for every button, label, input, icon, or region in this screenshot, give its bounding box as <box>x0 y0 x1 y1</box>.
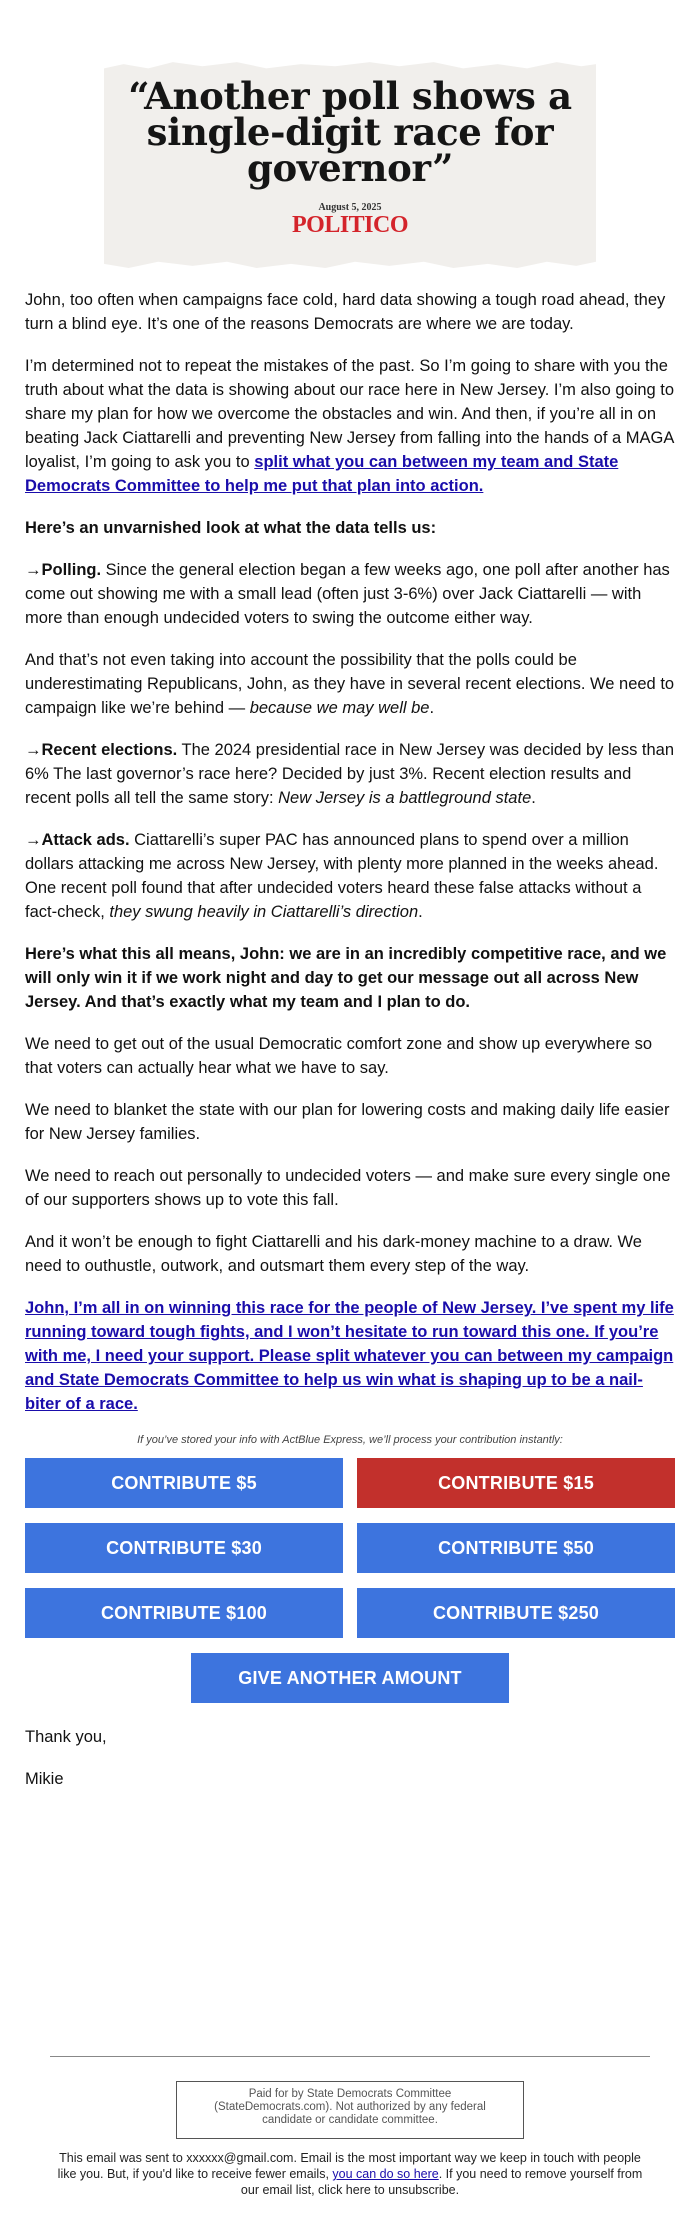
thank-you: Thank you, <box>25 1728 107 1746</box>
contribute-50-button[interactable]: CONTRIBUTE $50 <box>357 1523 675 1573</box>
recipient-email: xxxxxx@gmail.com <box>186 2151 294 2165</box>
footer-prefix: This email was sent to <box>59 2151 187 2165</box>
attack-label: →Attack ads. <box>25 831 130 849</box>
hero-headline: “Another poll shows a single-digit race for governor” <box>128 74 572 190</box>
paid-for-disclaimer: Paid for by State Democrats Committee (StateDemocrats.com). Not authorized by any federal candidate or candidate committee. <box>176 2081 524 2139</box>
contribute-30-button[interactable]: CONTRIBUTE $30 <box>25 1523 343 1573</box>
button-row <box>25 1523 675 1573</box>
data-heading: Here’s an unvarnished look at what the data tells us: <box>25 519 437 537</box>
paragraph-underestimate <box>25 648 675 720</box>
attack-emphasis: they swung heavily in Ciattarelli’s direction <box>109 903 419 921</box>
underestimate-end: . <box>429 699 435 717</box>
hero-image <box>0 0 700 276</box>
signoff <box>25 1725 675 1791</box>
paragraph-attack-ads <box>25 828 675 924</box>
footer-end: . If you need to remove yourself from our email list, click here to unsubscribe. <box>240 2167 643 2197</box>
recent-emphasis: New Jersey is a battleground state <box>278 789 532 807</box>
contribution-buttons <box>25 1458 675 1703</box>
attack-end: . <box>418 903 423 921</box>
contribute-15-button[interactable]: CONTRIBUTE $15 <box>357 1458 675 1508</box>
underestimate-text: And that’s not even taking into account the possibility that the polls could be underestimating Republicans, John, as they have in several recent elections. We need to campaign like we’re behind — <box>25 651 675 717</box>
attack-text: Ciattarelli’s super PAC has announced plans to spend over a million dollars attacking me across New Jersey, with plenty more planned in the weeks ahead. One recent poll found that after undecided voters heard these false attacks without a fact-check, <box>25 831 659 921</box>
contribute-250-button[interactable]: CONTRIBUTE $250 <box>357 1588 675 1638</box>
final-donation-link[interactable]: John, I’m all in on winning this race for the people of New Jersey. I’ve spent my life running toward tough fights, and I won’t hesitate to run toward this one. If you’re with me, I need your support. Please split whatever you can between my campaign and State Democrats Committee to help us win what is shaping up to be a nail-biter of a race. <box>25 1299 674 1413</box>
recent-end: . <box>531 789 536 807</box>
paragraph-intro: John, too often when campaigns face cold, hard data showing a tough road ahead, they turn a blind eye. It’s one of the reasons Democrats are where we are today. <box>25 291 666 333</box>
footer-mid: . Email is the most important way we keep in touch with people like you. But, if you'd like to receive fewer emails, <box>57 2151 641 2181</box>
paragraph-plan <box>25 354 675 498</box>
recent-text: The 2024 presidential race in New Jersey was decided by less than 6% The last governor’s race here? Decided by just 3%. Recent election results and recent polls all tell the same story: <box>25 741 675 807</box>
paragraph-recent-elections <box>25 738 675 810</box>
paragraph-plan-text: I’m determined not to repeat the mistakes of the past. So I’m going to share with you the truth about what the data is showing about our race here in New Jersey. I’m also going to share my plan for how we overcome the obstacles and win. And then, if you’re all in on beating Jack Ciattarelli and preventing New Jersey from falling into the hands of a MAGA loyalist, I’m going to ask you to <box>25 357 675 471</box>
polling-label: →Polling. <box>25 561 102 579</box>
politico-logo: POLITICO <box>291 212 409 238</box>
paragraph-final-ask <box>25 1296 675 1416</box>
paragraph-outhustle: And it won’t be enough to fight Ciattarelli and his dark-money machine to a draw. We need to outhustle, outwork, and outsmart them every step of the way. <box>25 1233 642 1275</box>
footer-text <box>50 2150 650 2198</box>
contribute-5-button[interactable]: CONTRIBUTE $5 <box>25 1458 343 1508</box>
email-body <box>25 288 675 1809</box>
button-row <box>25 1588 675 1638</box>
button-row <box>25 1458 675 1508</box>
polling-text: Since the general election began a few weeks ago, one poll after another has come out showing me with a small lead (often just 3-6%) over Jack Ciattarelli — with more than enough undecided voters to swing the outcome either way. <box>25 561 670 627</box>
paragraph-comfort-zone: We need to get out of the usual Democratic comfort zone and show up everywhere so that voters can actually hear what we have to say. <box>25 1035 653 1077</box>
hero-date: August 5, 2025 <box>318 202 382 213</box>
split-donation-link[interactable]: split what you can between my team and State Democrats Committee to help me put that plan into action. <box>25 453 619 495</box>
footer-divider <box>50 2056 650 2057</box>
signature: Mikie <box>25 1770 64 1788</box>
paragraph-blanket: We need to blanket the state with our plan for lowering costs and making daily life easier for New Jersey families. <box>25 1101 670 1143</box>
give-another-amount-button[interactable]: GIVE ANOTHER AMOUNT <box>191 1653 509 1703</box>
recent-label: →Recent elections. <box>25 741 178 759</box>
paragraph-polling <box>25 558 675 630</box>
actblue-note: If you’ve stored your info with ActBlue Express, we’ll process your contribution instantly: <box>137 1434 563 1446</box>
fewer-emails-link[interactable]: you can do so here <box>332 2167 439 2181</box>
paragraph-reach-out: We need to reach out personally to undecided voters — and make sure every single one of our supporters shows up to vote this fall. <box>25 1167 671 1209</box>
paragraph-bold-plan: Here’s what this all means, John: we are in an incredibly competitive race, and we will only win it if we work night and day to get our message out all across New Jersey. And that’s exactly what my team and I plan to do. <box>25 945 667 1011</box>
underestimate-emphasis: because we may well be <box>249 699 430 717</box>
contribute-100-button[interactable]: CONTRIBUTE $100 <box>25 1588 343 1638</box>
